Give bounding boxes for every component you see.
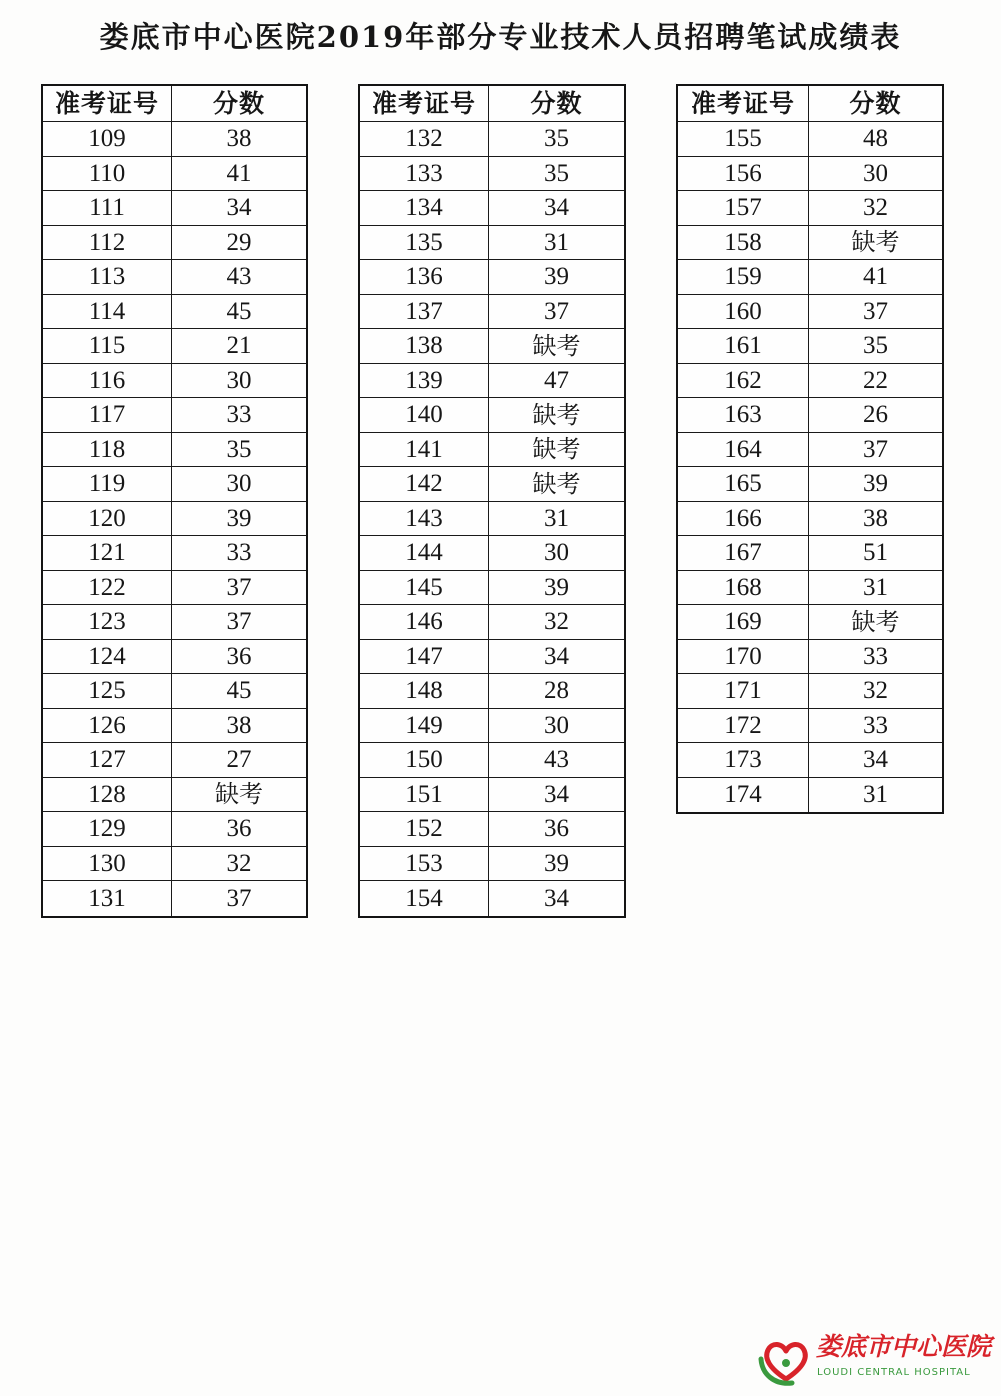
table-row bbox=[678, 226, 942, 261]
score-cell: 22 bbox=[863, 366, 888, 394]
table-row bbox=[678, 295, 942, 330]
exam-number-cell: 159 bbox=[678, 260, 809, 294]
score-cell: 39 bbox=[544, 263, 569, 291]
score-cell: 34 bbox=[226, 194, 252, 222]
table-row bbox=[678, 260, 942, 295]
exam-number-cell: 128 bbox=[43, 778, 172, 812]
score-cell: 32 bbox=[544, 608, 569, 636]
exam-number-cell: 141 bbox=[360, 433, 489, 467]
score-cell: 36 bbox=[544, 815, 569, 843]
table-row bbox=[43, 398, 306, 433]
exam-number-cell: 169 bbox=[678, 605, 809, 639]
table-row bbox=[360, 157, 624, 192]
exam-number-cell: 166 bbox=[678, 502, 809, 536]
table-row bbox=[678, 709, 942, 744]
score-cell: 39 bbox=[226, 504, 252, 532]
exam-number-cell: 114 bbox=[43, 295, 172, 329]
absent-score-cell: 缺考 bbox=[532, 331, 581, 360]
table-row bbox=[360, 122, 624, 157]
score-cell: 32 bbox=[863, 194, 888, 222]
table-header-row bbox=[360, 86, 624, 122]
exam-number-cell: 173 bbox=[678, 743, 809, 777]
exam-number-cell: 145 bbox=[360, 571, 489, 605]
exam-number-cell: 164 bbox=[678, 433, 809, 467]
score-cell: 45 bbox=[226, 297, 252, 325]
table-row bbox=[678, 398, 942, 433]
exam-number-cell: 118 bbox=[43, 433, 172, 467]
table-row bbox=[360, 640, 624, 675]
score-cell: 51 bbox=[863, 539, 888, 567]
exam-number-cell: 142 bbox=[360, 467, 489, 501]
exam-number-cell: 162 bbox=[678, 364, 809, 398]
table-row bbox=[43, 709, 306, 744]
exam-number-cell: 149 bbox=[360, 709, 489, 743]
exam-number-cell: 136 bbox=[360, 260, 489, 294]
table-row bbox=[360, 605, 624, 640]
score-header: 分数 bbox=[212, 89, 265, 118]
table-row bbox=[43, 157, 306, 192]
score-cell: 37 bbox=[226, 884, 252, 912]
exam-number-cell: 125 bbox=[43, 674, 172, 708]
score-cell: 21 bbox=[226, 332, 252, 360]
table-row bbox=[43, 571, 306, 606]
table-row bbox=[678, 778, 942, 813]
table-row bbox=[360, 398, 624, 433]
exam-number-cell: 110 bbox=[43, 157, 172, 191]
exam-number-cell: 135 bbox=[360, 226, 489, 260]
score-cell: 31 bbox=[863, 573, 888, 601]
exam-number-cell: 168 bbox=[678, 571, 809, 605]
table-row bbox=[43, 191, 306, 226]
table-row bbox=[360, 467, 624, 502]
absent-score-cell: 缺考 bbox=[532, 400, 581, 429]
score-cell: 35 bbox=[863, 332, 888, 360]
score-cell: 34 bbox=[544, 780, 569, 808]
table-row bbox=[678, 502, 942, 537]
table-header-row bbox=[43, 86, 306, 122]
exam-number-cell: 111 bbox=[43, 191, 172, 225]
logo-green-dot bbox=[782, 1359, 790, 1367]
table-row bbox=[360, 674, 624, 709]
exam-number-cell: 115 bbox=[43, 329, 172, 363]
table-row bbox=[43, 226, 306, 261]
score-cell: 38 bbox=[863, 504, 888, 532]
exam-number-cell: 153 bbox=[360, 847, 489, 881]
table-row bbox=[43, 743, 306, 778]
table-row bbox=[43, 847, 306, 882]
table-row bbox=[360, 191, 624, 226]
score-cell: 41 bbox=[863, 263, 888, 291]
exam-number-cell: 172 bbox=[678, 709, 809, 743]
score-cell: 33 bbox=[863, 711, 888, 739]
page-title: 娄底市中心医院2019年部分专业技术人员招聘笔试成绩表 bbox=[99, 20, 902, 54]
table-row bbox=[360, 260, 624, 295]
table-row bbox=[678, 640, 942, 675]
table-row bbox=[43, 260, 306, 295]
exam-number-cell: 157 bbox=[678, 191, 809, 225]
score-cell: 37 bbox=[544, 297, 569, 325]
score-cell: 39 bbox=[544, 573, 569, 601]
table-row bbox=[43, 812, 306, 847]
exam-number-cell: 151 bbox=[360, 778, 489, 812]
exam-number-cell: 131 bbox=[43, 881, 172, 916]
exam-number-cell: 133 bbox=[360, 157, 489, 191]
score-cell: 30 bbox=[863, 159, 888, 187]
score-cell: 38 bbox=[226, 125, 252, 153]
table-row bbox=[43, 295, 306, 330]
score-cell: 31 bbox=[544, 228, 569, 256]
exam-number-cell: 121 bbox=[43, 536, 172, 570]
table-row bbox=[43, 502, 306, 537]
score-cell: 31 bbox=[544, 504, 569, 532]
exam-number-cell: 140 bbox=[360, 398, 489, 432]
exam-number-cell: 126 bbox=[43, 709, 172, 743]
table-row bbox=[678, 122, 942, 157]
table-row bbox=[678, 467, 942, 502]
exam-number-cell: 113 bbox=[43, 260, 172, 294]
exam-number-cell: 130 bbox=[43, 847, 172, 881]
score-cell: 35 bbox=[226, 435, 252, 463]
table-row bbox=[678, 364, 942, 399]
absent-score-cell: 缺考 bbox=[215, 780, 263, 809]
table-row bbox=[360, 433, 624, 468]
table-row bbox=[360, 847, 624, 882]
score-cell: 29 bbox=[226, 228, 252, 256]
score-cell: 27 bbox=[226, 746, 252, 774]
score-table-2 bbox=[358, 84, 626, 918]
table-row bbox=[360, 571, 624, 606]
score-cell: 36 bbox=[226, 642, 252, 670]
score-cell: 38 bbox=[226, 711, 252, 739]
table-row bbox=[678, 329, 942, 364]
score-cell: 37 bbox=[226, 573, 252, 601]
table-row bbox=[360, 226, 624, 261]
table-row bbox=[360, 329, 624, 364]
table-row bbox=[678, 433, 942, 468]
score-cell: 30 bbox=[226, 366, 252, 394]
table-row bbox=[360, 743, 624, 778]
exam-number-header: 准考证号 bbox=[43, 86, 172, 121]
table-row bbox=[360, 295, 624, 330]
exam-number-cell: 160 bbox=[678, 295, 809, 329]
exam-number-cell: 134 bbox=[360, 191, 489, 225]
exam-number-cell: 119 bbox=[43, 467, 172, 501]
score-cell: 41 bbox=[226, 159, 252, 187]
exam-number-cell: 158 bbox=[678, 226, 809, 260]
logo-subtitle: LOUDI CENTRAL HOSPITAL bbox=[817, 1367, 971, 1378]
table-header-row bbox=[678, 86, 942, 122]
exam-number-cell: 129 bbox=[43, 812, 172, 846]
exam-number-cell: 165 bbox=[678, 467, 809, 501]
score-cell: 34 bbox=[863, 746, 888, 774]
absent-score-cell: 缺考 bbox=[851, 607, 900, 636]
exam-number-cell: 154 bbox=[360, 881, 489, 916]
exam-number-cell: 144 bbox=[360, 536, 489, 570]
table-row bbox=[678, 536, 942, 571]
absent-score-cell: 缺考 bbox=[532, 469, 581, 498]
table-row bbox=[360, 812, 624, 847]
exam-number-cell: 132 bbox=[360, 122, 489, 156]
table-row bbox=[360, 881, 624, 916]
score-cell: 32 bbox=[863, 677, 888, 705]
exam-number-cell: 174 bbox=[678, 778, 809, 813]
score-cell: 33 bbox=[863, 642, 888, 670]
table-row bbox=[360, 709, 624, 744]
table-row bbox=[43, 122, 306, 157]
hospital-logo bbox=[756, 1330, 992, 1390]
exam-number-cell: 137 bbox=[360, 295, 489, 329]
exam-number-cell: 147 bbox=[360, 640, 489, 674]
table-row bbox=[678, 605, 942, 640]
exam-number-cell: 152 bbox=[360, 812, 489, 846]
table-row bbox=[678, 191, 942, 226]
score-cell: 26 bbox=[863, 401, 888, 429]
table-row bbox=[678, 571, 942, 606]
table-row bbox=[678, 674, 942, 709]
score-cell: 47 bbox=[544, 366, 569, 394]
exam-number-cell: 167 bbox=[678, 536, 809, 570]
exam-number-cell: 156 bbox=[678, 157, 809, 191]
table-row bbox=[360, 364, 624, 399]
score-cell: 34 bbox=[544, 642, 569, 670]
score-cell: 48 bbox=[863, 125, 888, 153]
exam-number-cell: 124 bbox=[43, 640, 172, 674]
score-cell: 39 bbox=[544, 849, 569, 877]
absent-score-cell: 缺考 bbox=[532, 435, 581, 464]
logo-name: 娄底市中心医院 bbox=[816, 1332, 992, 1361]
score-cell: 30 bbox=[226, 470, 252, 498]
score-cell: 36 bbox=[226, 815, 252, 843]
table-row bbox=[43, 329, 306, 364]
hospital-logo-icon-graphic bbox=[756, 1332, 812, 1388]
exam-number-cell: 123 bbox=[43, 605, 172, 639]
score-cell: 30 bbox=[544, 539, 569, 567]
table-row bbox=[43, 881, 306, 916]
exam-number-cell: 116 bbox=[43, 364, 172, 398]
exam-number-cell: 161 bbox=[678, 329, 809, 363]
exam-number-cell: 138 bbox=[360, 329, 489, 363]
exam-number-cell: 150 bbox=[360, 743, 489, 777]
score-cell: 30 bbox=[544, 711, 569, 739]
score-cell: 33 bbox=[226, 539, 252, 567]
score-cell: 28 bbox=[544, 677, 569, 705]
table-row bbox=[43, 467, 306, 502]
score-cell: 45 bbox=[226, 677, 252, 705]
table-row bbox=[43, 640, 306, 675]
table-row bbox=[360, 536, 624, 571]
exam-number-cell: 155 bbox=[678, 122, 809, 156]
hospital-logo-icon bbox=[756, 1332, 812, 1388]
table-row bbox=[43, 433, 306, 468]
exam-number-cell: 146 bbox=[360, 605, 489, 639]
score-table-3 bbox=[676, 84, 944, 814]
exam-number-header: 准考证号 bbox=[678, 86, 809, 121]
score-cell: 34 bbox=[544, 884, 569, 912]
exam-number-cell: 109 bbox=[43, 122, 172, 156]
absent-score-cell: 缺考 bbox=[851, 228, 900, 257]
score-cell: 37 bbox=[863, 297, 888, 325]
table-row bbox=[43, 364, 306, 399]
score-cell: 37 bbox=[863, 435, 888, 463]
score-table-1 bbox=[41, 84, 308, 918]
table-row bbox=[360, 502, 624, 537]
exam-number-cell: 127 bbox=[43, 743, 172, 777]
table-row bbox=[43, 674, 306, 709]
exam-number-cell: 122 bbox=[43, 571, 172, 605]
score-cell: 33 bbox=[226, 401, 252, 429]
exam-number-cell: 170 bbox=[678, 640, 809, 674]
score-header: 分数 bbox=[849, 89, 902, 118]
exam-number-cell: 148 bbox=[360, 674, 489, 708]
score-cell: 39 bbox=[863, 470, 888, 498]
table-row bbox=[360, 778, 624, 813]
score-cell: 35 bbox=[544, 125, 569, 153]
score-cell: 32 bbox=[226, 849, 252, 877]
exam-number-cell: 163 bbox=[678, 398, 809, 432]
table-row bbox=[678, 157, 942, 192]
score-cell: 31 bbox=[863, 781, 888, 809]
score-cell: 34 bbox=[544, 194, 569, 222]
table-row bbox=[678, 743, 942, 778]
exam-number-cell: 143 bbox=[360, 502, 489, 536]
exam-number-cell: 139 bbox=[360, 364, 489, 398]
table-row bbox=[43, 778, 306, 813]
score-header: 分数 bbox=[530, 89, 583, 118]
exam-number-header: 准考证号 bbox=[360, 86, 489, 121]
exam-number-cell: 171 bbox=[678, 674, 809, 708]
exam-number-cell: 112 bbox=[43, 226, 172, 260]
score-cell: 43 bbox=[226, 263, 252, 291]
score-cell: 35 bbox=[544, 159, 569, 187]
table-row bbox=[43, 605, 306, 640]
exam-number-cell: 120 bbox=[43, 502, 172, 536]
score-cell: 37 bbox=[226, 608, 252, 636]
table-row bbox=[43, 536, 306, 571]
exam-number-cell: 117 bbox=[43, 398, 172, 432]
score-cell: 43 bbox=[544, 746, 569, 774]
